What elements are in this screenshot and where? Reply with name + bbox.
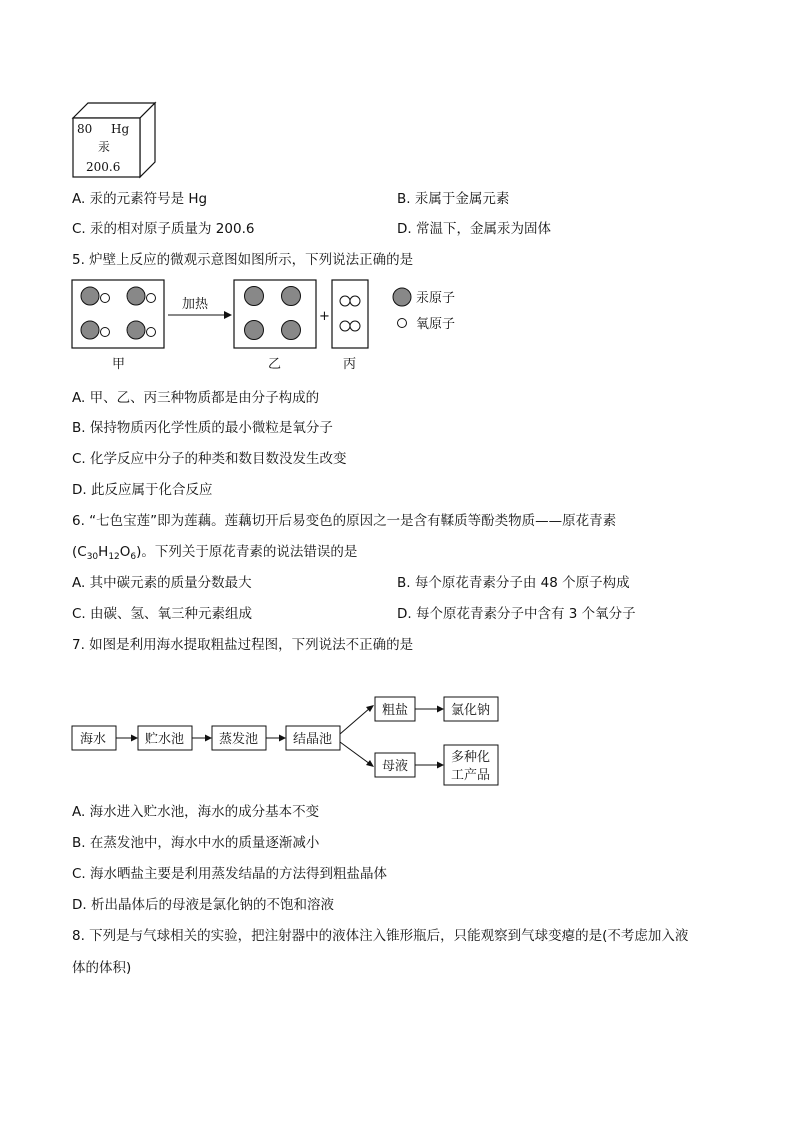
arrow-label: 加热: [182, 297, 209, 312]
formula-o: O: [119, 544, 131, 560]
q8-stem-line1: 8. 下列是与气球相关的实验，把注射器中的液体注入锥形瓶后，只能观察到气球变瘪的是(不考虑加入液: [72, 928, 689, 944]
o-atom: [350, 296, 360, 306]
sodium-chloride-label: 氯化钠: [451, 703, 491, 718]
o-atom: [340, 296, 350, 306]
chem-products-line1: 多种化: [451, 750, 491, 765]
crude-salt-label: 粗盐: [382, 703, 409, 718]
o-atom: [147, 294, 156, 303]
q5-stem: 5. 炉壁上反应的微观示意图如图所示，下列说法正确的是: [72, 252, 414, 268]
q4-option-c: C. 汞的相对原子质量为 200.6: [72, 221, 255, 237]
q7-stem: 7. 如图是利用海水提取粗盐过程图，下列说法不正确的是: [72, 637, 414, 653]
q7-option-c: C. 海水晒盐主要是利用蒸发结晶的方法得到粗盐晶体: [72, 866, 388, 882]
q5-option-d: D. 此反应属于化合反应: [72, 482, 213, 498]
hg-atom: [127, 287, 145, 305]
q7-salt-flow-diagram: [70, 692, 510, 788]
q4-option-a: A. 汞的元素符号是 Hg: [72, 191, 208, 207]
element-symbol: Hg: [111, 122, 130, 136]
label-jia: 甲: [112, 357, 126, 372]
mercury-element-card: [70, 100, 160, 182]
hg-atom: [282, 321, 301, 340]
q4-option-b: B. 汞属于金属元素: [397, 191, 510, 207]
formula-h-sub: 12: [108, 552, 120, 562]
q6-option-a: A. 其中碳元素的质量分数最大: [72, 575, 252, 591]
legend-o-label: 氧原子: [416, 317, 456, 332]
chem-products-line2: 工产品: [451, 768, 491, 783]
formula-o-sub: 6: [130, 552, 137, 562]
hg-atom: [245, 287, 264, 306]
q6-stem-line1: 6. “七色宝莲”即为莲藕。莲藕切开后易变色的原因之一是含有鞣质等酚类物质——原花青素: [72, 513, 617, 529]
label-yi: 乙: [268, 357, 282, 372]
q6-option-b: B. 每个原花青素分子由 48 个原子构成: [397, 575, 630, 591]
q5-option-b: B. 保持物质丙化学性质的最小微粒是氧分子: [72, 420, 333, 436]
mother-liquor-label: 母液: [382, 759, 409, 774]
hg-atom: [127, 321, 145, 339]
atomic-number: 80: [77, 122, 93, 136]
formula-c-sub: 30: [86, 552, 99, 562]
element-name: 汞: [98, 140, 111, 154]
o-atom: [350, 321, 360, 331]
storage-pool-label: 贮水池: [145, 732, 185, 747]
q6-stem-rest: )。下列关于原花青素的说法错误的是: [136, 544, 358, 560]
q5-option-a: A. 甲、乙、丙三种物质都是由分子构成的: [72, 390, 320, 406]
hg-atom: [245, 321, 264, 340]
legend-hg-label: 汞原子: [416, 291, 456, 306]
q6-option-d: D. 每个原花青素分子中含有 3 个氧分子: [397, 606, 636, 622]
q7-option-a: A. 海水进入贮水池，海水的成分基本不变: [72, 804, 320, 820]
o-atom: [147, 328, 156, 337]
q5-option-c: C. 化学反应中分子的种类和数目数没发生改变: [72, 451, 347, 467]
q7-option-b: B. 在蒸发池中，海水中水的质量逐渐减小: [72, 835, 320, 851]
crystallization-pool-label: 结晶池: [293, 732, 333, 747]
o-atom: [101, 294, 110, 303]
hg-atom: [81, 287, 99, 305]
q8-stem-line2: 体的体积): [72, 960, 132, 976]
formula-h: H: [98, 544, 109, 560]
q6-stem-line2: [72, 540, 357, 560]
box-bing: [332, 280, 368, 348]
o-atom: [101, 328, 110, 337]
legend-hg-swatch: [393, 288, 411, 306]
q7-option-d: D. 析出晶体后的母液是氯化钠的不饱和溶液: [72, 897, 334, 913]
hg-atom: [282, 287, 301, 306]
formula-open: (C: [72, 544, 87, 560]
seawater-label: 海水: [80, 732, 107, 747]
q6-option-c: C. 由碳、氢、氧三种元素组成: [72, 606, 253, 622]
plus-sign: +: [319, 309, 330, 324]
legend-o-swatch: [398, 319, 407, 328]
atomic-mass: 200.6: [86, 160, 121, 174]
evaporation-pool-label: 蒸发池: [219, 732, 259, 747]
label-bing: 丙: [343, 357, 357, 372]
o-atom: [340, 321, 350, 331]
q4-option-d: D. 常温下，金属汞为固体: [397, 221, 551, 237]
q5-reaction-diagram: [70, 278, 490, 376]
hg-atom: [81, 321, 99, 339]
